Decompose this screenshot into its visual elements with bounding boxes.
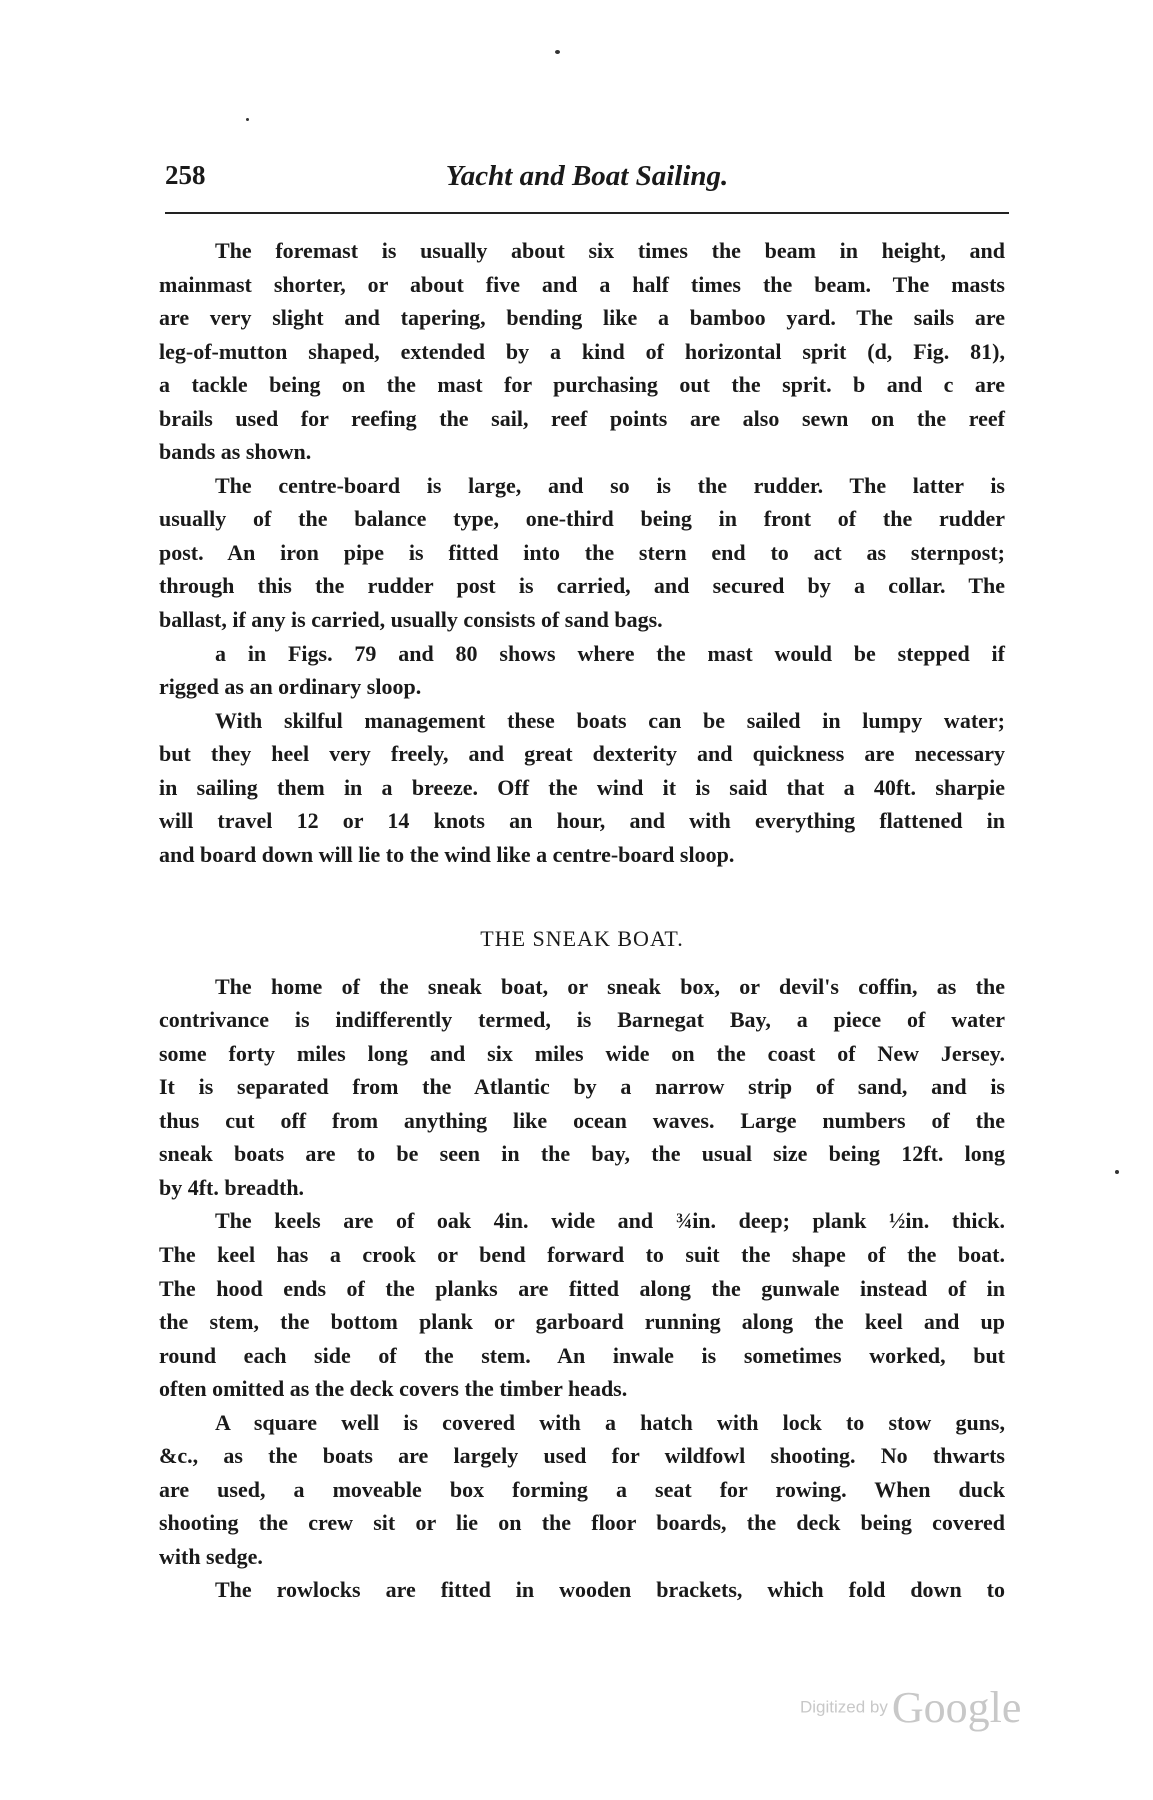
text-line: The rowlocks are fitted in wooden brackets, which fold down to (215, 1577, 1005, 1603)
text-line: The centre-board is large, and so is the rudder. The latter is (215, 472, 1005, 498)
paragraph (159, 704, 1005, 872)
text-line: bands as shown. (159, 439, 312, 465)
section-heading: THE SNEAK BOAT. (480, 926, 684, 952)
running-title: Yacht and Boat Sailing. (445, 160, 729, 192)
page-number: 258 (165, 160, 206, 190)
text-line: leg-of-mutton shaped, extended by a kind of horizontal sprit (d, Fig. 81), (159, 338, 1005, 364)
watermark-brand: Google (891, 1683, 1022, 1732)
scan-speck (246, 118, 249, 121)
text-line: usually of the balance type, one-third being in front of the rudder (159, 506, 1005, 532)
page-body (159, 234, 1005, 1607)
text-line: a tackle being on the mast for purchasing out the sprit. b and c are (159, 372, 1005, 398)
text-line: thus cut off from anything like ocean waves. Large numbers of the (159, 1107, 1005, 1133)
text-line: with sedge. (159, 1543, 263, 1569)
text-line: some forty miles long and six miles wide on the coast of New Jersey. (159, 1040, 1005, 1066)
text-line: often omitted as the deck covers the timber heads. (159, 1376, 628, 1402)
text-line: round each side of the stem. An inwale is sometimes worked, but (159, 1342, 1005, 1368)
text-line: and board down will lie to the wind like a centre-board sloop. (159, 841, 735, 867)
text-line: the stem, the bottom plank or garboard running along the keel and up (159, 1309, 1005, 1335)
header-rule (165, 212, 1009, 214)
text-line: A square well is covered with a hatch with lock to stow guns, (215, 1409, 1005, 1435)
text-line: The keel has a crook or bend forward to suit the shape of the boat. (159, 1242, 1005, 1267)
running-head (165, 160, 1009, 200)
text-line: ballast, if any is carried, usually consists of sand bags. (159, 607, 663, 633)
paragraph (159, 234, 1005, 469)
text-line: in sailing them in a breeze. Off the wind it is said that a 40ft. sharpie (159, 774, 1005, 800)
paragraph (159, 970, 1005, 1205)
text-line: but they heel very freely, and great dexterity and quickness are necessary (159, 741, 1005, 767)
paragraph (159, 1204, 1005, 1405)
text-line: The foremast is usually about six times the beam in height, and (215, 238, 1005, 263)
text-line: mainmast shorter, or about five and a half times the beam. The masts (159, 271, 1005, 297)
scan-speck (555, 50, 560, 54)
scan-speck (1115, 1170, 1119, 1174)
text-line: With skilful management these boats can be sailed in lumpy water; (215, 707, 1005, 733)
text-line: contrivance is indifferently termed, is Barnegat Bay, a piece of water (159, 1007, 1005, 1033)
paragraph (159, 1573, 1005, 1607)
text-line: rigged as an ordinary sloop. (159, 674, 422, 700)
text-line: sneak boats are to be seen in the bay, the usual size being 12ft. long (159, 1141, 1005, 1167)
digitized-by-google-watermark (800, 1682, 1021, 1733)
paragraph (159, 637, 1005, 704)
text-line: are very slight and tapering, bending like a bamboo yard. The sails are (159, 305, 1005, 331)
text-line: a in Figs. 79 and 80 shows where the mast would be stepped if (215, 640, 1005, 666)
text-line: The hood ends of the planks are fitted along the gunwale instead of in (159, 1275, 1005, 1301)
text-line: It is separated from the Atlantic by a narrow strip of sand, and is (159, 1074, 1005, 1100)
text-line: &c., as the boats are largely used for wildfowl shooting. No thwarts (159, 1443, 1005, 1469)
paragraph (159, 469, 1005, 637)
text-line: post. An iron pipe is fitted into the stern end to act as sternpost; (159, 539, 1005, 565)
text-line: shooting the crew sit or lie on the floor boards, the deck being covered (159, 1510, 1005, 1536)
text-line: The home of the sneak boat, or sneak box, or devil's coffin, as the (215, 973, 1005, 999)
text-line: will travel 12 or 14 knots an hour, and with everything flattened in (159, 808, 1005, 834)
text-line: by 4ft. breadth. (159, 1174, 305, 1200)
paragraph (159, 1406, 1005, 1574)
watermark-prefix: Digitized by (800, 1697, 888, 1717)
text-line: are used, a moveable box forming a seat for rowing. When duck (159, 1476, 1005, 1502)
text-line: The keels are of oak 4in. wide and ¾in. deep; plank ½in. thick. (215, 1208, 1005, 1234)
text-line: brails used for reefing the sail, reef points are also sewn on the reef (159, 405, 1005, 431)
text-line: through this the rudder post is carried, and secured by a collar. The (159, 573, 1005, 599)
